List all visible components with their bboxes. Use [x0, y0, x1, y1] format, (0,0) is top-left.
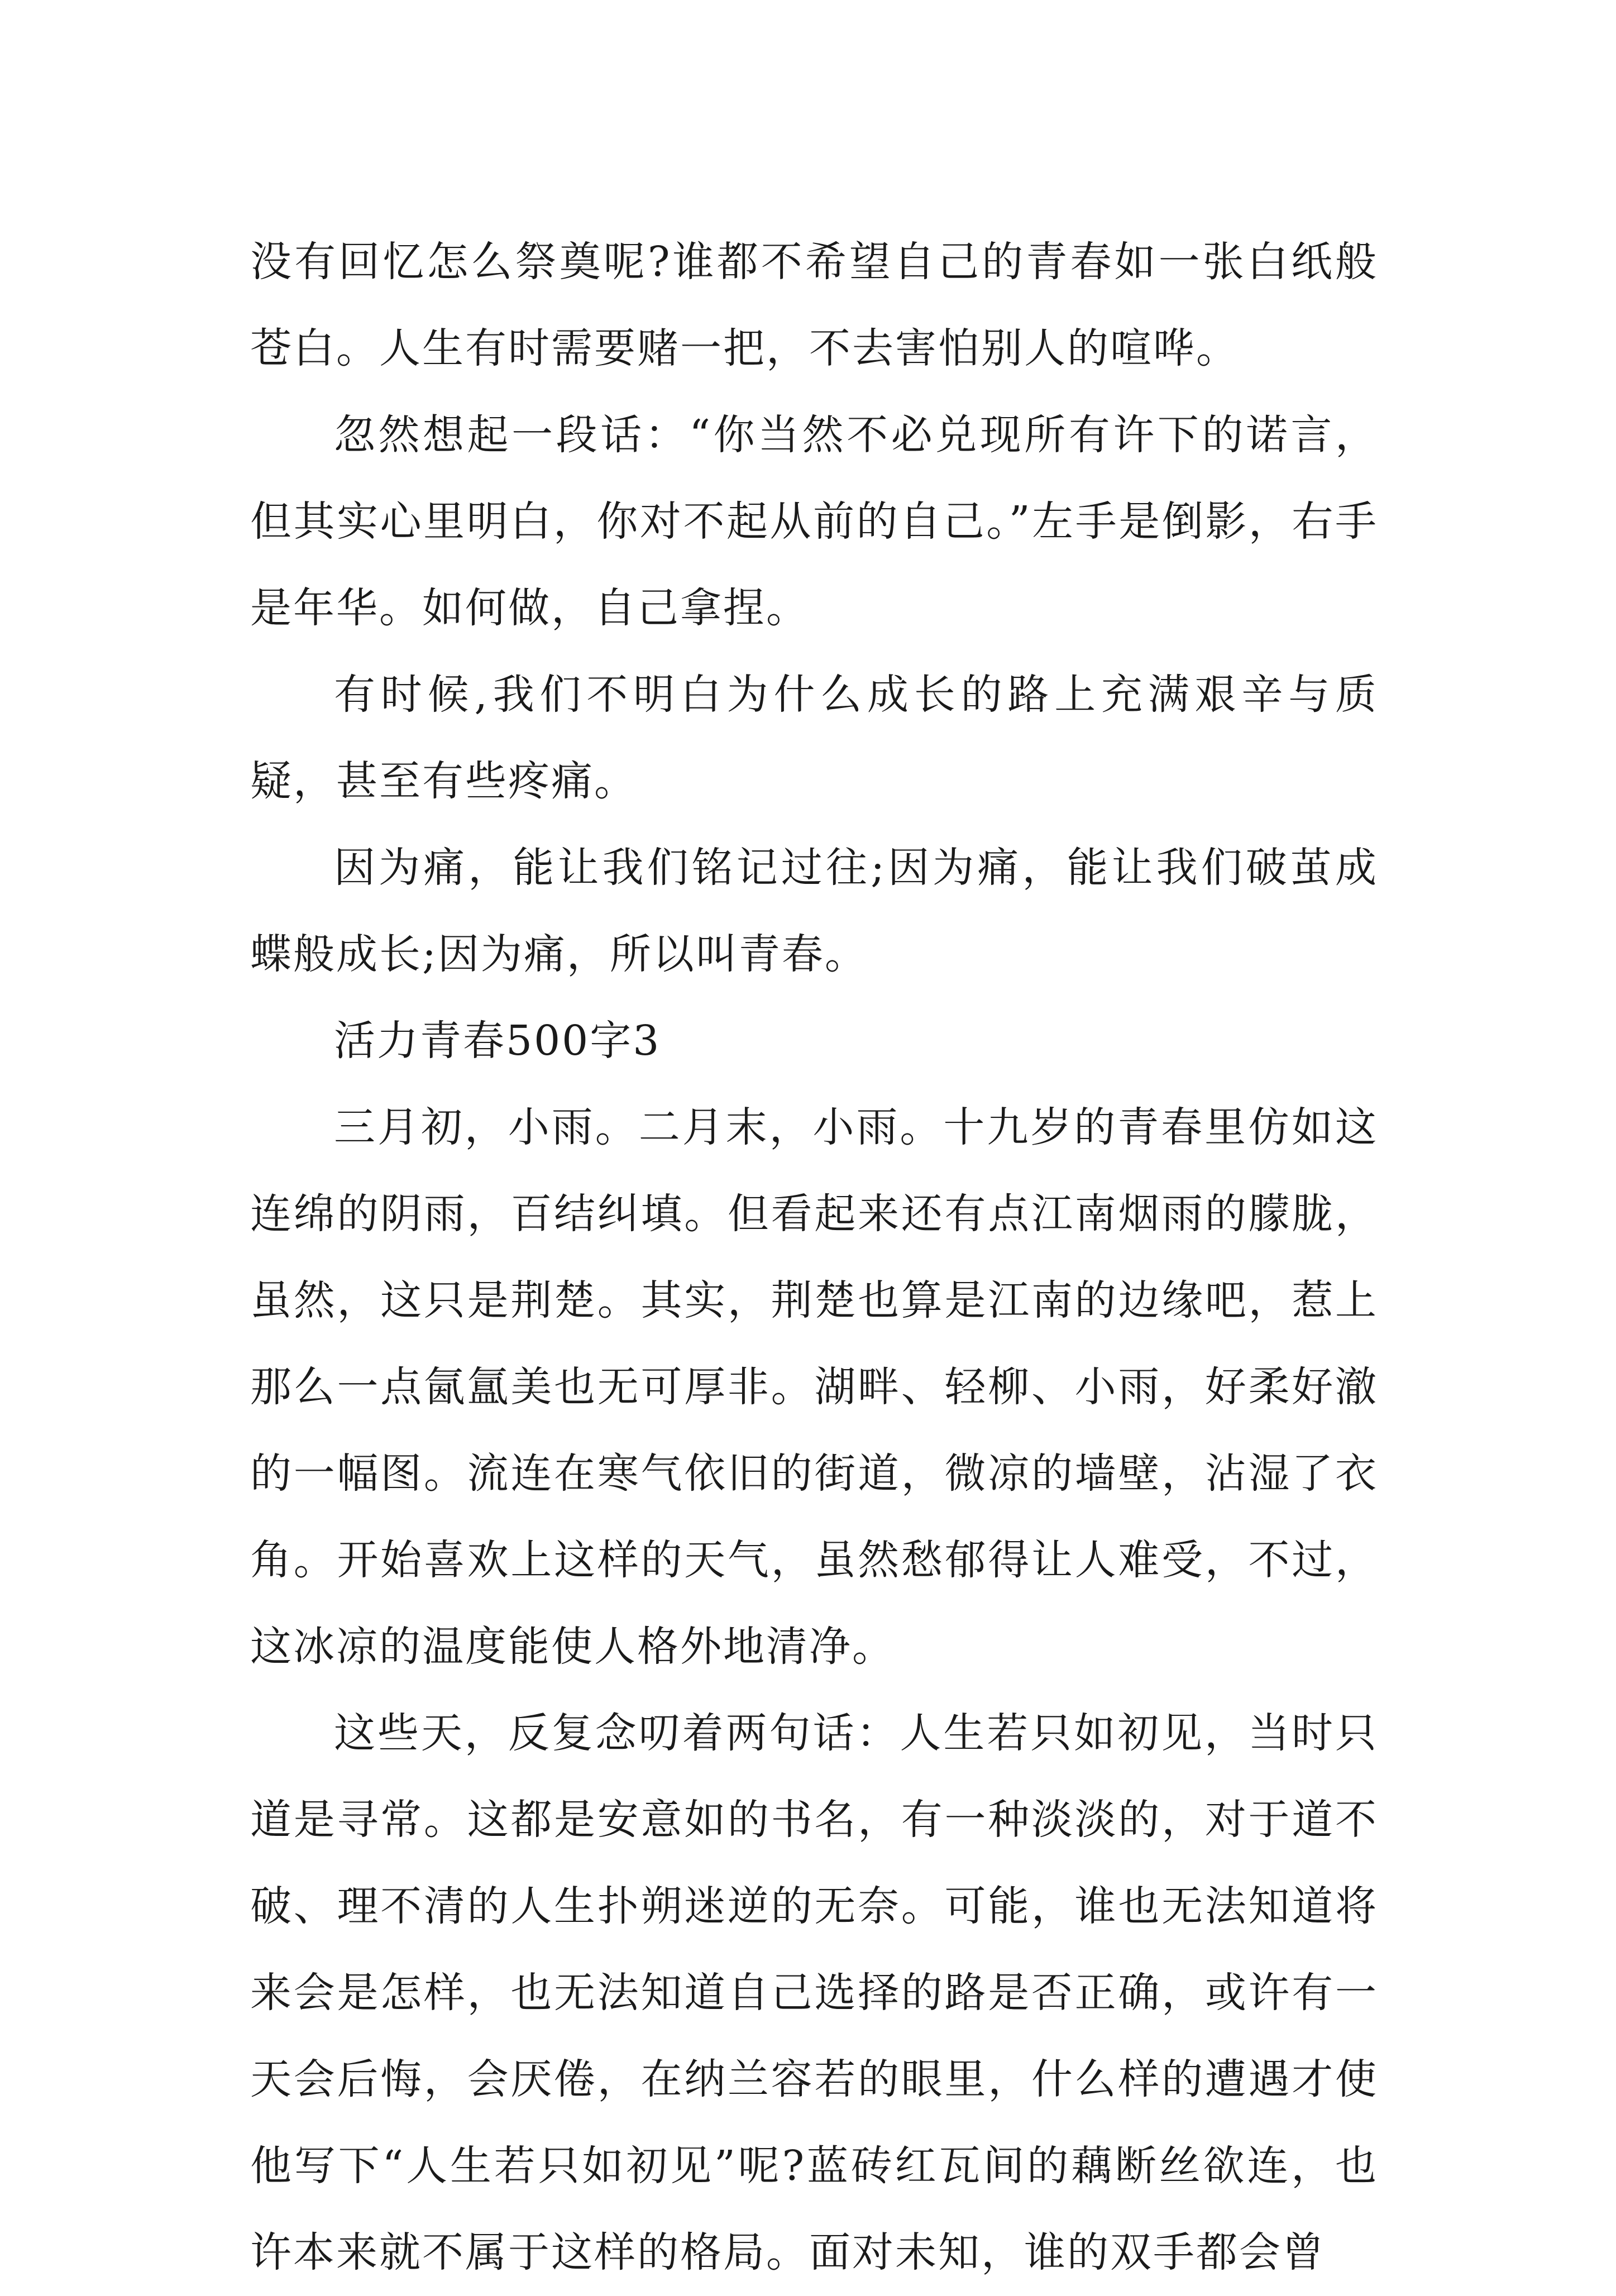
paragraph-4: 因为痛，能让我们铭记过往;因为痛，能让我们破茧成蝶般成长;因为痛，所以叫青春。	[250, 844, 1378, 978]
paragraph-2: 忽然想起一段话：“你当然不必兑现所有许下的诺言，但其实心里明白，你对不起从前的自己。”左手是倒影，右手是年华。如何做，自己拿捏。	[250, 411, 1378, 632]
paragraph-5: 三月初，小雨。二月末，小雨。十九岁的青春里仿如这连绵的阴雨，百结纠填。但看起来还有点江南烟雨的朦胧，虽然，这只是荆楚。其实，荆楚也算是江南的边缘吧，惹上那么一点氤氲美也无可厚非。湖畔、轻柳、小雨，好柔好澈的一幅图。流连在寒气依旧的街道，微凉的墙壁，沾湿了衣角。开始喜欢上这样的天气，虽然愁郁得让人难受，不过，这冰凉的温度能使人格外地清净。	[250, 1103, 1378, 1671]
paragraph-1: 没有回忆怎么祭奠呢?谁都不希望自己的青春如一张白纸般苍白。人生有时需要赌一把，不去害怕别人的喧哗。	[250, 238, 1378, 372]
paragraph-3: 有时候,我们不明白为什么成长的路上充满艰辛与质疑，甚至有些疼痛。	[250, 671, 1378, 805]
document-body	[250, 219, 1378, 2296]
paragraph-6: 这些天，反复念叨着两句话：人生若只如初见，当时只道是寻常。这都是安意如的书名，有一种淡淡的，对于道不破、理不清的人生扑朔迷逆的无奈。可能，谁也无法知道将来会是怎样，也无法知道自己选择的路是否正确，或许有一天会后悔，会厌倦，在纳兰容若的眼里，什么样的遭遇才使他写下“人生若只如初见”呢?蓝砖红瓦间的藕断丝欲连，也许本来就不属于这样的格局。面对未知，谁的双手都会曾	[250, 1709, 1378, 2276]
section-heading: 活力青春500字3	[334, 1017, 661, 1065]
